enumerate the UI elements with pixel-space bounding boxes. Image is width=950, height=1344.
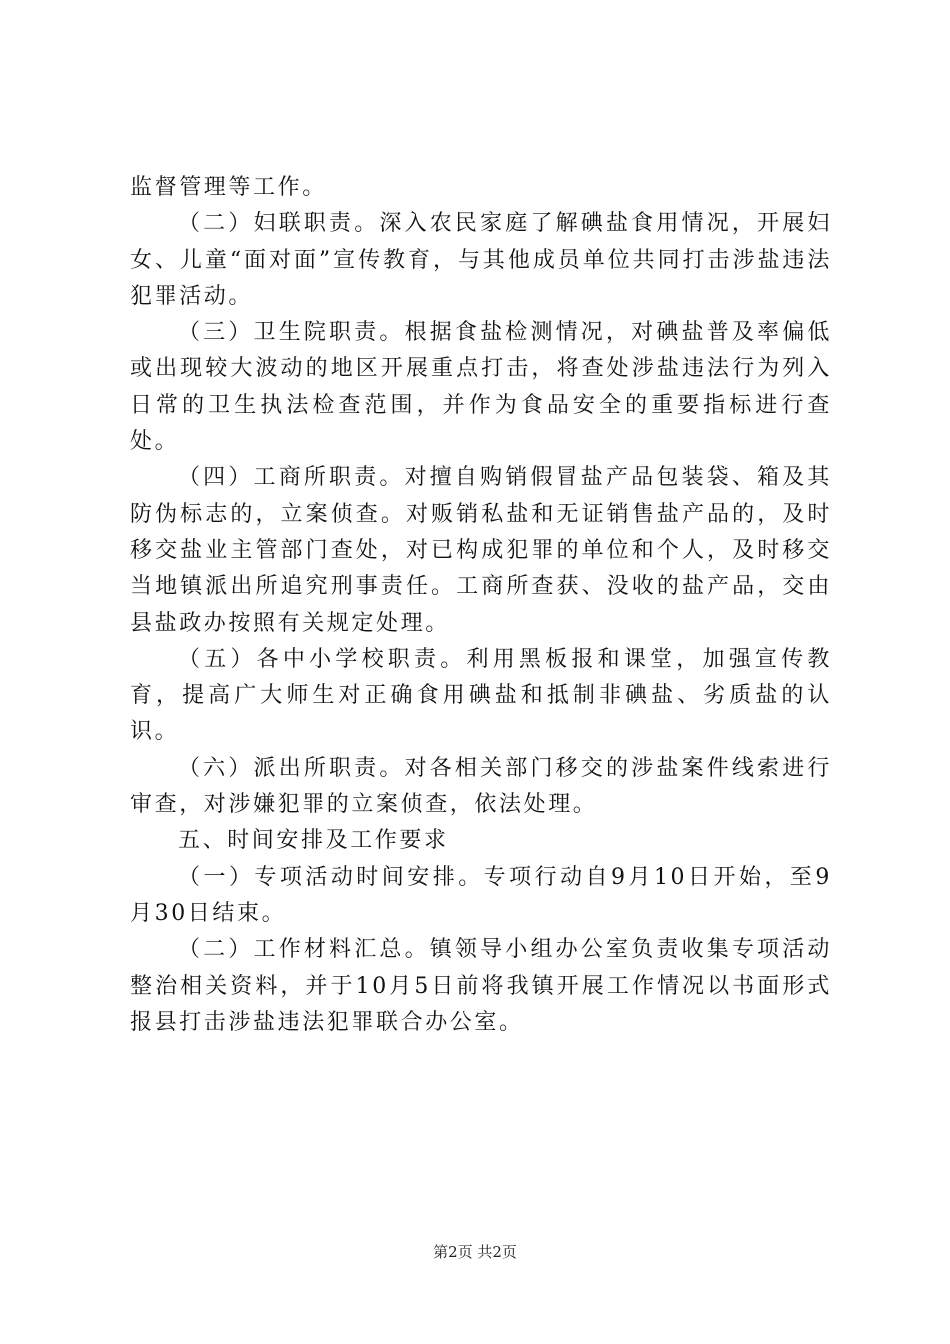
- paragraph-materials-summary: （二）工作材料汇总。镇领导小组办公室负责收集专项活动整治相关资料，并于10月5日前将我镇开展工作情况以书面形式报县打击涉盐违法犯罪联合办公室。: [130, 937, 832, 1035]
- paragraph-schools-duties: （五）各中小学校职责。利用黑板报和课堂，加强宣传教育，提高广大师生对正确食用碘盐和抵制非碘盐、劣质盐的认识。: [130, 646, 832, 745]
- document-body: [130, 170, 832, 1041]
- paragraph-womens-federation-duties: （二）妇联职责。深入农民家庭了解碘盐食用情况，开展妇女、儿童“面对面”宣传教育，与其他成员单位共同打击涉盐违法犯罪活动。: [130, 211, 832, 309]
- paragraph-police-station-duties: （六）派出所职责。对各相关部门移交的涉盐案件线索进行审查，对涉嫌犯罪的立案侦查，依法处理。: [130, 755, 832, 818]
- paragraph-commerce-office-duties: （四）工商所职责。对擅自购销假冒盐产品包装袋、箱及其防伪标志的，立案侦查。对贩销私盐和无证销售盐产品的，及时移交盐业主管部门查处，对已构成犯罪的单位和个人，及时移交当地镇派出所追究刑事责任。工商所查获、没收的盐产品，交由县盐政办按照有关规定处理。: [130, 465, 832, 636]
- page-footer: 第2页 共2页: [433, 1243, 517, 1261]
- paragraph-continuation: 监督管理等工作。: [130, 175, 327, 200]
- paragraph-schedule: （一）专项活动时间安排。专项行动自9月10日开始，至9月30日结束。: [130, 864, 832, 926]
- section-heading-schedule: 五、时间安排及工作要求: [178, 828, 449, 854]
- paragraph-health-center-duties: （三）卫生院职责。根据食盐检测情况，对碘盐普及率偏低或出现较大波动的地区开展重点打击，将查处涉盐违法行为列入日常的卫生执法检查范围，并作为食品安全的重要指标进行查处。: [130, 320, 832, 455]
